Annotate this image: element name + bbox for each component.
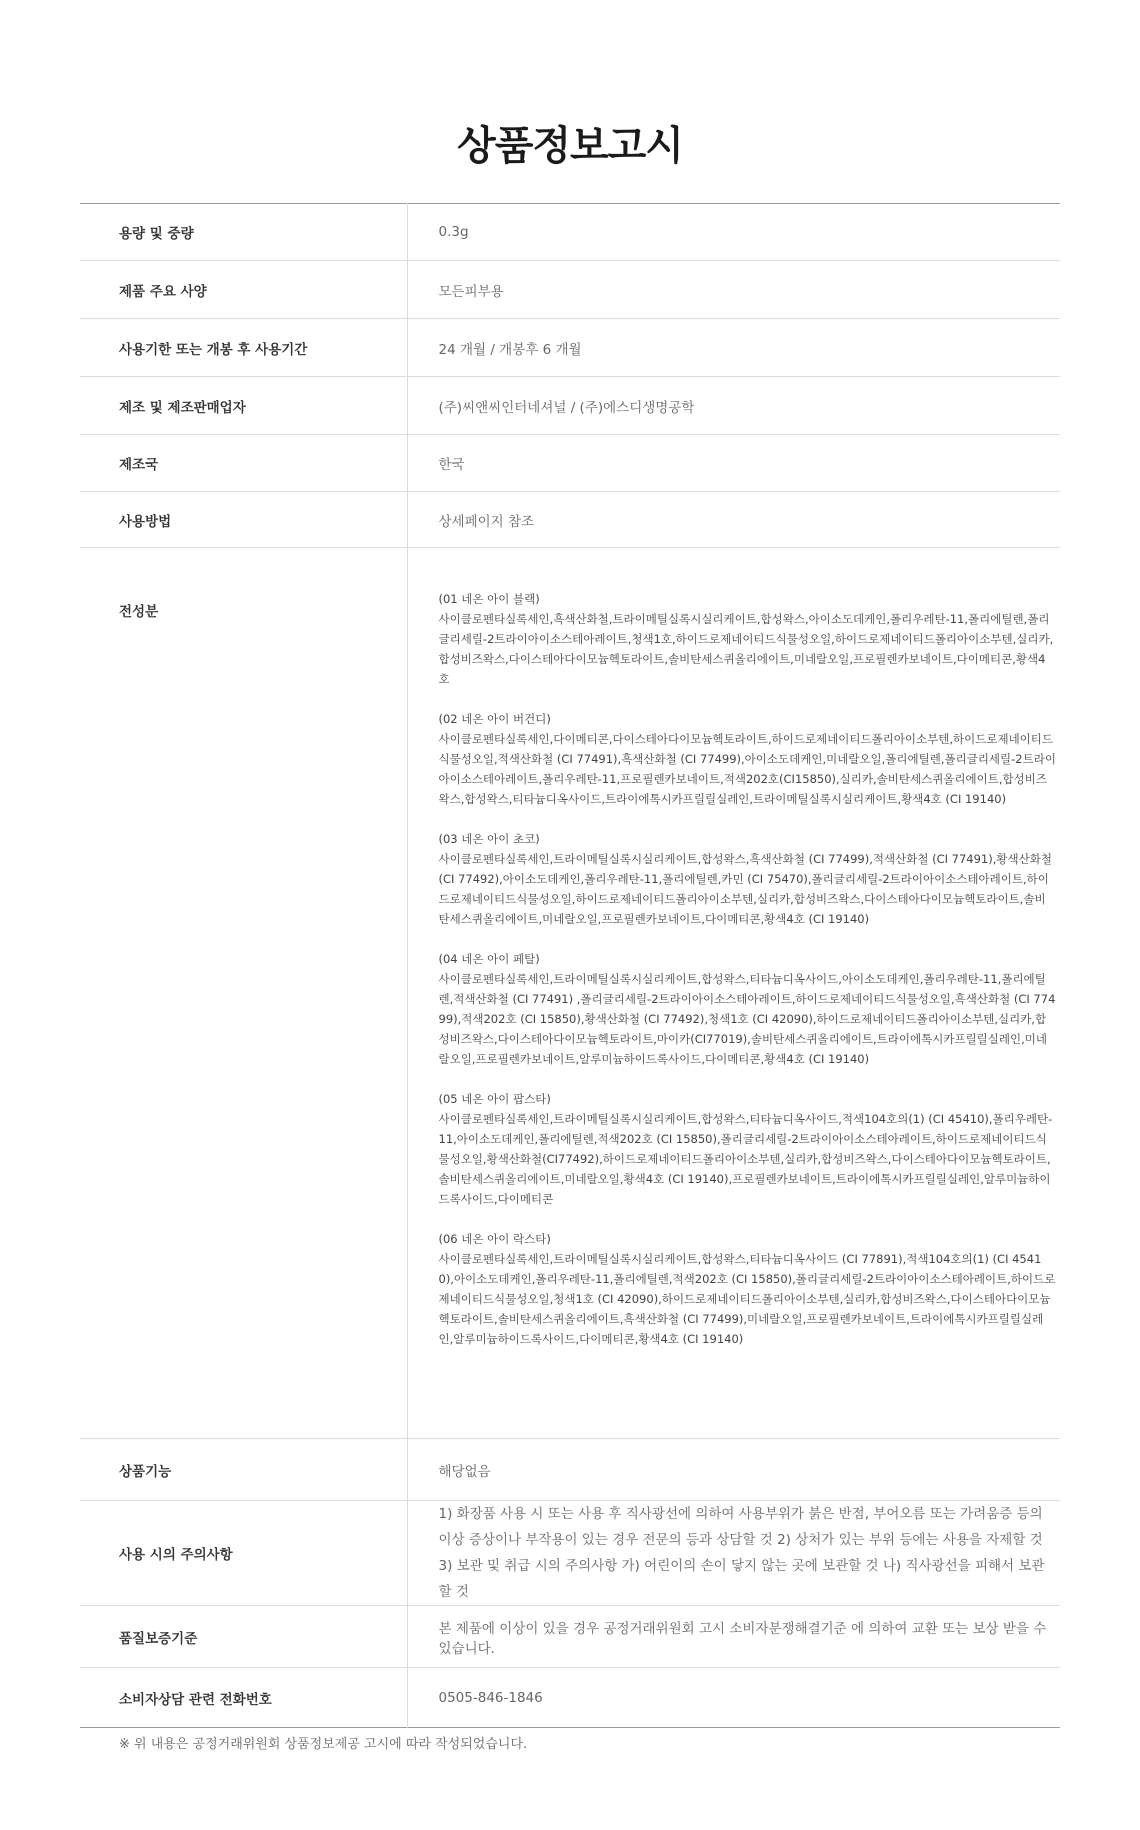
table-row (80, 377, 1060, 435)
ingredient-group (439, 589, 1057, 689)
ingredients-list (407, 548, 1060, 1439)
ingredient-text: 사이클로펜타실록세인,다이메티콘,다이스테아다이모늄헥토라이트,하이드로제네이티드폴리아이소부텐,하이드로제네이티드식물성오일,적색산화철 (CI 77491),흑색산화철 (CI 77499),아이소도데케인,미네랄오일,폴리에틸렌,폴리글리세릴-2트라이아이소스테아레이트,폴리우레탄-11,프로필렌카보네이트,적색202호(CI15850),실리카,솔비탄세스퀴올리에이트,합성비즈왁스,합성왁스,티타늄디옥사이드,트라이에톡시카프릴릴실레인,트라이메틸실록시실리케이트,황색4호 (CI 19140) (438, 732, 1056, 806)
row-label-caution: 사용 시의 주의사항 (80, 1501, 407, 1606)
ingredient-group (439, 1229, 1057, 1349)
row-value-manufacturer: (주)씨앤씨인터네셔널 / (주)에스디생명공학 (438, 399, 695, 416)
table-row (80, 435, 1060, 492)
row-label-ingredients: 전성분 (80, 548, 407, 1439)
table-row (80, 492, 1060, 548)
row-value-function: 해당없음 (438, 1463, 491, 1480)
ingredient-text: 사이클로펜타실록세인,트라이메틸실록시실리케이트,합성왁스,티타늄디옥사이드 (CI 77891),적색104호의(1) (CI 45410),아이소도데케인,폴리우레탄-11,폴리에틸렌,적색202호 (CI 15850),폴리글리세릴-2트라이아이소스테아레이트,하이드로제네이티드식물성오일,청색1호 (CI 42090),하이드로제네이티드폴리아이소부텐,실리카,합성비즈왁스,다이스테아다이모늄헥토라이트,솔비탄세스퀴올리에이트,흑색산화철 (CI 77499),미네랄오일,프로필렌카보네이트,트라이에톡시카프릴릴실레인,알루미늄하이드록사이드,다이메티콘,황색4호 (CI 19140) (438, 1252, 1056, 1346)
row-label-usage: 사용방법 (80, 492, 407, 548)
ingredient-product-name: (03 네온 아이 초코) (438, 832, 540, 846)
ingredient-product-name: (06 네온 아이 락스타) (438, 1232, 551, 1246)
row-label-capacity: 용량 및 중량 (80, 204, 407, 261)
ingredient-group (439, 949, 1057, 1069)
row-label-phone: 소비자상담 관련 전화번호 (80, 1668, 407, 1728)
table-row (80, 1501, 1060, 1606)
ingredient-product-name: (04 네온 아이 페탈) (438, 952, 540, 966)
row-value-caution: 1) 화장품 사용 시 또는 사용 후 직사광선에 의하여 사용부위가 붉은 반점, 부어오름 또는 가려움증 등의 이상 증상이나 부작용이 있는 경우 전문의 등과 상담할 것 2) 상처가 있는 부위 등에는 사용을 자제할 것 3) 보관 및 취급 시의 주의사항 가) 어린이의 손이 닿지 않는 곳에 보관할 것 나) 직사광선을 피해서 보관할 것 (438, 1506, 1045, 1600)
table-row (80, 261, 1060, 319)
row-value-phone: 0505-846-1846 (438, 1689, 543, 1706)
ingredient-group (439, 709, 1057, 809)
row-label-manufacturer: 제조 및 제조판매업자 (80, 377, 407, 435)
row-label-country: 제조국 (80, 435, 407, 492)
row-label-expiry: 사용기한 또는 개봉 후 사용기간 (80, 319, 407, 377)
table-row-ingredients (80, 548, 1060, 1439)
product-info-table (80, 203, 1060, 1728)
row-value-warranty: 본 제품에 이상이 있을 경우 공정거래위원회 고시 소비자분쟁해결기준 에 의하여 교환 또는 보상 받을 수 있습니다. (438, 1620, 1047, 1657)
row-value-usage: 상세페이지 참조 (438, 513, 535, 530)
ingredient-product-name: (02 네온 아이 버건디) (438, 712, 551, 726)
ingredient-group (439, 829, 1057, 929)
ingredient-product-name: (01 네온 아이 블랙) (438, 592, 540, 606)
table-row (80, 204, 1060, 261)
table-row (80, 319, 1060, 377)
ingredient-product-name: (05 네온 아이 팝스타) (438, 1092, 551, 1106)
page-title: 상품정보고시 (457, 123, 683, 169)
ingredient-text: 사이클로펜타실록세인,트라이메틸실록시실리케이트,합성왁스,흑색산화철 (CI 77499),적색산화철 (CI 77491),황색산화철 (CI 77492),아이소도데케인,폴리우레탄-11,폴리에틸렌,카민 (CI 75470),폴리글리세릴-2트라이아이소스테아레이트,하이드로제네이티드식물성오일,하이드로제네이티드폴리아이소부텐,실리카,합성비즈왁스,다이스테아다이모늄헥토라이트,솔비탄세스퀴올리에이트,미네랄오일,프로필렌카보네이트,다이메티콘,황색4호 (CI 19140) (438, 852, 1052, 926)
row-label-function: 상품기능 (80, 1439, 407, 1501)
table-row (80, 1439, 1060, 1501)
ingredient-text: 사이클로펜타실록세인,트라이메틸실록시실리케이트,합성왁스,티타늄디옥사이드,적색104호의(1) (CI 45410),폴리우레탄-11,아이소도데케인,폴리에틸렌,적색202호 (CI 15850),폴리글리세릴-2트라이아이소스테아레이트,하이드로제네이티드식물성오일,황색산화철(CI77492),하이드로제네이티드폴리아이소부텐,실리카,합성비즈왁스,다이스테아다이모늄헥토라이트,솔비탄세스퀴올리에이트,미네랄오일,황색4호 (CI 19140),프로필렌카보네이트,트라이에톡시카프릴릴실레인,알루미늄하이드록사이드,다이메티콘 (438, 1112, 1053, 1206)
footnote: ※ 위 내용은 공정거래위원회 상품정보제공 고시에 따라 작성되었습니다. (119, 1737, 528, 1752)
table-row (80, 1668, 1060, 1728)
ingredient-group (439, 1089, 1057, 1209)
row-value-expiry: 24 개월 / 개봉후 6 개월 (438, 341, 582, 358)
row-value-country: 한국 (438, 457, 465, 473)
ingredient-text: 사이클로펜타실록세인,트라이메틸실록시실리케이트,합성왁스,티타늄디옥사이드,아이소도데케인,폴리우레탄-11,폴리에틸렌,적색산화철 (CI 77491) ,폴리글리세릴-2트라이아이소스테아레이트,하이드로제네이티드식물성오일,흑색산화철 (CI 77499),적색202호 (CI 15850),황색산화철 (CI 77492),청색1호 (CI 42090),하이드로제네이티드폴리아이소부텐,실리카,합성비즈왁스,다이스테아다이모늄헥토라이트,마이카(CI77019),솔비탄세스퀴올리에이트,트라이에톡시카프릴릴실레인,미네랄오일,프로필렌카보네이트,알루미늄하이드록사이드,다이메티콘,황색4호 (CI 19140) (438, 972, 1056, 1066)
row-label-warranty: 품질보증기준 (80, 1606, 407, 1668)
ingredient-text: 사이클로펜타실록세인,흑색산화철,트라이메틸실록시실리케이트,합성왁스,아이소도데케인,폴리우레탄-11,폴리에틸렌,폴리글리세릴-2트라이아이소스테아레이트,청색1호,하이드로제네이티드식물성오일,하이드로제네이티드폴리아이소부텐,실리카,합성비즈왁스,다이스테아다이모늄헥토라이트,솔비탄세스퀴올리에이트,미네랄오일,프로필렌카보네이트,다이메티콘,황색4호 (438, 612, 1054, 686)
row-label-spec: 제품 주요 사양 (80, 261, 407, 319)
row-value-spec: 모든피부용 (438, 283, 504, 300)
table-row (80, 1606, 1060, 1668)
row-value-capacity: 0.3g (438, 224, 469, 240)
